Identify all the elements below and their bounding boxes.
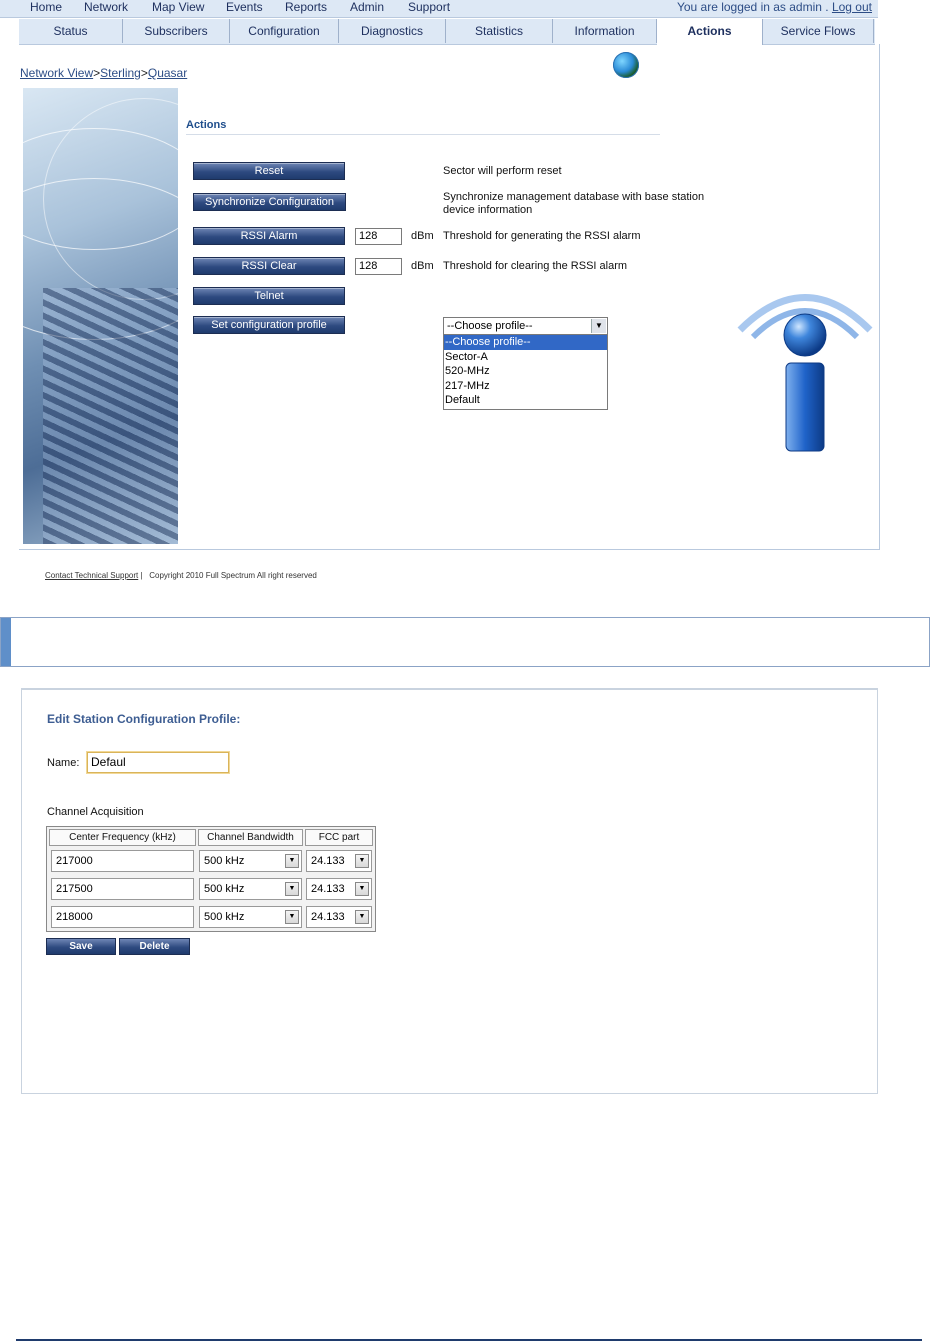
- bandwidth-value: 500 kHz: [204, 911, 245, 923]
- save-button[interactable]: Save: [46, 938, 116, 955]
- tab-service-flows[interactable]: Service Flows: [763, 19, 874, 43]
- tab-information[interactable]: Information: [553, 19, 657, 43]
- copyright-text: Copyright 2010 Full Spectrum All right reserved: [149, 571, 317, 580]
- tab-bar: [19, 19, 875, 45]
- channel-table: [46, 826, 376, 932]
- frequency-input[interactable]: 218000: [51, 906, 194, 928]
- tab-status[interactable]: Status: [19, 19, 123, 43]
- column-header-bandwidth: Channel Bandwidth: [198, 829, 303, 846]
- globe-icon[interactable]: [613, 52, 639, 78]
- chevron-down-icon[interactable]: ▼: [285, 854, 299, 868]
- bandwidth-value: 500 kHz: [204, 855, 245, 867]
- rssi-alarm-description: Threshold for generating the RSSI alarm: [443, 230, 641, 242]
- profile-select[interactable]: [443, 317, 608, 335]
- nav-home[interactable]: Home: [30, 0, 63, 14]
- fcc-value: 24.133: [311, 883, 345, 895]
- synchronize-configuration-button[interactable]: Synchronize Configuration: [193, 193, 346, 211]
- footer-divider: |: [140, 571, 143, 580]
- fcc-value: 24.133: [311, 855, 345, 867]
- top-nav: [0, 0, 878, 18]
- login-text: You are logged in as admin .: [676, 0, 829, 14]
- logout-link[interactable]: Log out: [831, 0, 872, 14]
- fcc-select[interactable]: [306, 906, 372, 928]
- bandwidth-value: 500 kHz: [204, 883, 245, 895]
- divider: [186, 134, 660, 135]
- edit-profile-title: Edit Station Configuration Profile:: [47, 712, 241, 726]
- rssi-clear-button[interactable]: RSSI Clear: [193, 257, 345, 275]
- reset-button[interactable]: Reset: [193, 162, 345, 180]
- breadcrumb-quasar[interactable]: Quasar: [147, 66, 188, 80]
- tab-configuration[interactable]: Configuration: [230, 19, 339, 43]
- chevron-down-icon[interactable]: ▼: [355, 910, 369, 924]
- rssi-clear-description: Threshold for clearing the RSSI alarm: [443, 260, 628, 272]
- separator-accent: [1, 618, 11, 666]
- breadcrumb-sterling[interactable]: Sterling: [100, 66, 141, 80]
- side-banner-image: [23, 88, 178, 544]
- breadcrumb-separator: >: [93, 66, 101, 80]
- bottom-divider: [16, 1339, 922, 1341]
- nav-network[interactable]: Network: [84, 0, 129, 14]
- nav-support[interactable]: Support: [408, 0, 451, 14]
- breadcrumb-separator: >: [140, 66, 148, 80]
- chevron-down-icon[interactable]: ▼: [355, 854, 369, 868]
- profile-option[interactable]: Default: [445, 394, 480, 407]
- tab-actions[interactable]: Actions: [657, 19, 763, 45]
- set-configuration-profile-button[interactable]: Set configuration profile: [193, 316, 345, 334]
- nav-reports[interactable]: Reports: [285, 0, 328, 14]
- name-input[interactable]: Defaul: [87, 752, 229, 773]
- section-separator: [0, 617, 930, 667]
- bandwidth-select[interactable]: [199, 850, 302, 872]
- profile-option[interactable]: 217-MHz: [445, 379, 490, 392]
- profile-option[interactable]: 520-MHz: [445, 365, 490, 378]
- rssi-clear-input[interactable]: 128: [355, 258, 402, 275]
- chevron-down-icon[interactable]: ▼: [355, 882, 369, 896]
- nav-admin[interactable]: Admin: [350, 0, 385, 14]
- contact-support-link[interactable]: Contact Technical Support: [45, 571, 139, 580]
- tab-statistics[interactable]: Statistics: [446, 19, 553, 43]
- rssi-clear-unit: dBm: [411, 260, 434, 272]
- profile-option[interactable]: Sector-A: [445, 350, 488, 363]
- rssi-alarm-unit: dBm: [411, 230, 434, 242]
- actions-title: Actions: [186, 119, 227, 131]
- breadcrumb: [20, 66, 187, 80]
- profile-select-value: --Choose profile--: [447, 320, 533, 332]
- info-logo-icon: [735, 275, 875, 455]
- rssi-alarm-button[interactable]: RSSI Alarm: [193, 227, 345, 245]
- breadcrumb-network-view[interactable]: Network View: [20, 66, 94, 80]
- column-header-frequency: Center Frequency (kHz): [49, 829, 196, 846]
- chevron-down-icon[interactable]: ▼: [285, 910, 299, 924]
- name-label: Name:: [47, 757, 80, 769]
- column-header-fcc: FCC part: [305, 829, 373, 846]
- bandwidth-select[interactable]: [199, 878, 302, 900]
- profile-option[interactable]: --Choose profile--: [444, 335, 607, 350]
- delete-button[interactable]: Delete: [119, 938, 190, 955]
- frequency-input[interactable]: 217000: [51, 850, 194, 872]
- login-status: [677, 0, 872, 15]
- fcc-select[interactable]: [306, 878, 372, 900]
- rssi-alarm-input[interactable]: 128: [355, 228, 402, 245]
- chevron-down-icon[interactable]: ▼: [591, 319, 606, 333]
- fcc-value: 24.133: [311, 911, 345, 923]
- bandwidth-select[interactable]: [199, 906, 302, 928]
- fcc-select[interactable]: [306, 850, 372, 872]
- telnet-button[interactable]: Telnet: [193, 287, 345, 305]
- tab-diagnostics[interactable]: Diagnostics: [339, 19, 446, 43]
- footer: [45, 571, 317, 580]
- nav-events[interactable]: Events: [226, 0, 263, 14]
- sync-description-2: device information: [443, 204, 533, 216]
- chevron-down-icon[interactable]: ▼: [285, 882, 299, 896]
- reset-description: Sector will perform reset: [443, 165, 562, 177]
- profile-dropdown-list: [443, 335, 608, 410]
- nav-map-view[interactable]: Map View: [152, 0, 205, 14]
- tab-subscribers[interactable]: Subscribers: [123, 19, 230, 43]
- sync-description-1: Synchronize management database with base station: [443, 191, 705, 203]
- frequency-input[interactable]: 217500: [51, 878, 194, 900]
- channel-acquisition-title: Channel Acquisition: [47, 806, 144, 818]
